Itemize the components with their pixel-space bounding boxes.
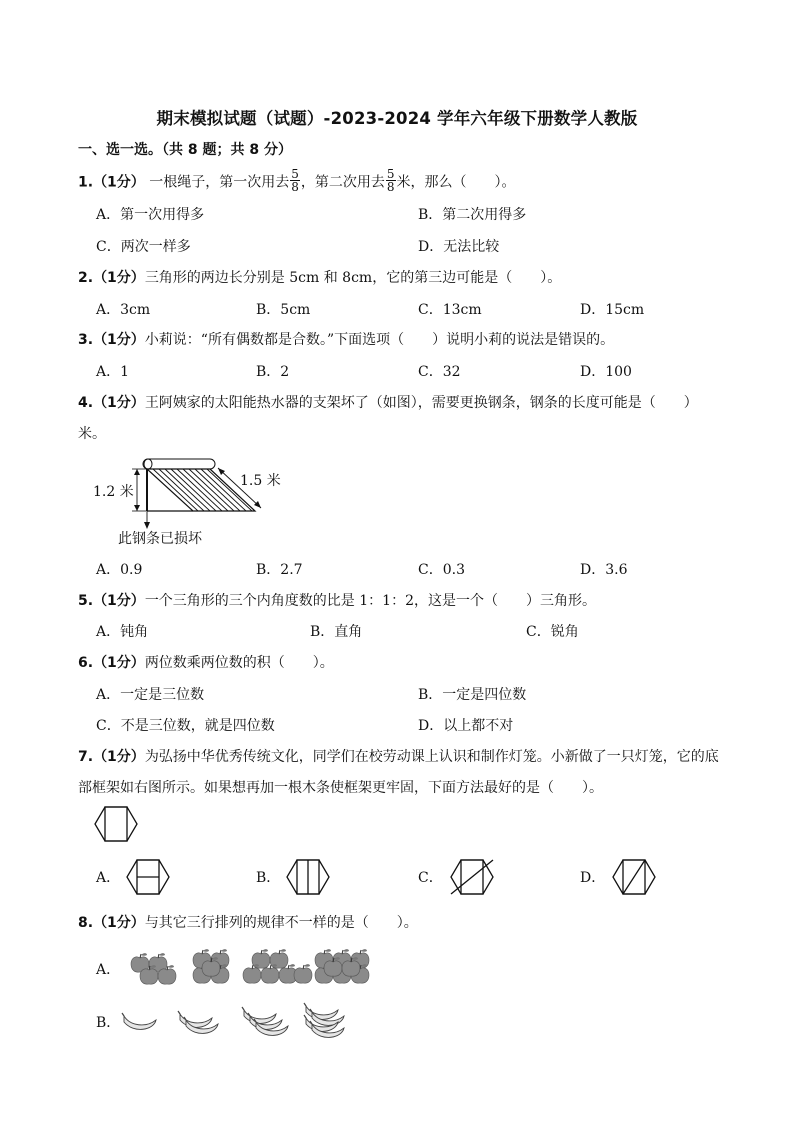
fraction <box>386 168 396 193</box>
question-6 <box>78 653 334 673</box>
hexagon-option-c-figure <box>450 859 494 895</box>
question-score: （1分） <box>93 270 145 286</box>
question-text: 一根绳子，第一次用去 <box>144 174 290 191</box>
option-c[interactable]: C． <box>418 870 443 886</box>
option-c[interactable]: C．锐角 <box>526 624 579 640</box>
hexagon-option-d-figure <box>612 859 656 895</box>
question-7 <box>78 747 719 767</box>
question-text: 王阿姨家的太阳能热水器的支架坏了（如图），需要更换钢条，钢条的长度可能是（ ） <box>144 395 698 411</box>
figure-label-slant: 1.5 米 <box>240 473 281 489</box>
question-5 <box>78 591 596 611</box>
option-b[interactable]: B．2.7 <box>256 562 303 578</box>
option-a[interactable]: A． <box>96 962 121 978</box>
apple-group-3 <box>243 949 312 983</box>
hexagon-option-b-figure <box>286 859 330 895</box>
question-score: （1分） <box>93 174 145 191</box>
hexagon-option-a-figure <box>126 859 170 895</box>
option-a[interactable]: A． <box>96 870 121 886</box>
option-b[interactable]: B．第二次用得多 <box>418 207 527 223</box>
apple-group-4 <box>315 949 369 983</box>
apple-rows-figure <box>128 946 378 986</box>
apple-group-1 <box>131 953 176 984</box>
question-text: 一个三角形的三个内角度数的比是 1：1：2，这是一个（ ）三角形。 <box>144 593 596 609</box>
option-b[interactable]: B．2 <box>256 364 290 380</box>
banana-group-3 <box>242 1007 288 1035</box>
question-score: （1分） <box>93 395 145 411</box>
question-number: 3. <box>78 332 94 348</box>
question-number: 4. <box>78 395 94 411</box>
question-score: （1分） <box>93 332 145 348</box>
option-d[interactable]: D．3.6 <box>580 562 628 578</box>
question-score: （1分） <box>93 655 145 671</box>
banana-group-1 <box>122 1013 156 1029</box>
question-8 <box>78 913 418 933</box>
option-a[interactable]: A．1 <box>96 364 130 380</box>
option-a[interactable]: A．钝角 <box>96 624 149 640</box>
question-2 <box>78 268 561 288</box>
section-heading: 一、选一选。（共 8 题；共 8 分） <box>78 142 292 158</box>
option-c[interactable]: C．不是三位数，就是四位数 <box>96 718 275 734</box>
fraction-numerator: 5 <box>291 167 299 181</box>
option-d[interactable]: D．15cm <box>580 302 645 318</box>
question-text: 小莉说：“所有偶数都是合数。”下面选项（ ）说明小莉的说法是错误的。 <box>144 332 615 348</box>
question-text-continuation: 部框架如右图所示。如果想再加一根木条使框架更牢固，下面方法最好的是（ ）。 <box>78 780 603 796</box>
option-d[interactable]: D．100 <box>580 364 632 380</box>
option-b[interactable]: B．5cm <box>256 302 311 318</box>
figure-label-damaged: 此钢条已损坏 <box>118 531 202 547</box>
question-4 <box>78 393 698 413</box>
fraction-denominator: 8 <box>386 180 395 194</box>
option-b[interactable]: B． <box>96 1015 121 1031</box>
question-3 <box>78 330 614 350</box>
question-text: 与其它三行排列的规律不一样的是（ ）。 <box>144 915 418 931</box>
question-number: 5. <box>78 593 94 609</box>
option-a[interactable]: A．第一次用得多 <box>96 207 205 223</box>
hexagon-frame-figure <box>94 806 138 842</box>
option-a[interactable]: A．3cm <box>96 302 151 318</box>
question-text: 两位数乘两位数的积（ ）。 <box>144 655 334 671</box>
question-1 <box>78 167 516 195</box>
question-text-continuation: 米。 <box>78 426 106 442</box>
option-b[interactable]: B．直角 <box>310 624 363 640</box>
question-text: ，第二次用去 <box>300 174 385 191</box>
option-b[interactable]: B． <box>256 870 281 886</box>
question-text: 米，那么（ ）。 <box>396 174 516 191</box>
question-text: 三角形的两边长分别是 5cm 和 8cm，它的第三边可能是（ ）。 <box>144 270 562 286</box>
question-number: 8. <box>78 915 94 931</box>
option-a[interactable]: A．一定是三位数 <box>96 687 205 703</box>
option-a[interactable]: A．0.9 <box>96 562 143 578</box>
option-d[interactable]: D．无法比较 <box>418 239 500 255</box>
question-text: 为弘扬中华优秀传统文化，同学们在校劳动课上认识和制作灯笼。小新做了一只灯笼，它的底 <box>144 749 719 765</box>
banana-group-4 <box>304 1003 344 1037</box>
question-number: 1. <box>78 174 94 191</box>
option-d[interactable]: D．以上都不对 <box>418 718 514 734</box>
fraction <box>290 168 300 193</box>
option-c[interactable]: C．两次一样多 <box>96 239 191 255</box>
banana-rows-figure <box>122 1002 352 1042</box>
question-number: 6. <box>78 655 94 671</box>
question-number: 2. <box>78 270 94 286</box>
figure-label-height: 1.2 米 <box>93 484 134 500</box>
question-score: （1分） <box>93 593 145 609</box>
option-c[interactable]: C．13cm <box>418 302 482 318</box>
page-title: 期末模拟试题（试题）-2023-2024 学年六年级下册数学人教版 <box>156 109 638 128</box>
option-c[interactable]: C．0.3 <box>418 562 465 578</box>
fraction-denominator: 8 <box>291 180 299 194</box>
option-d[interactable]: D． <box>580 870 606 886</box>
question-score: （1分） <box>93 915 145 931</box>
option-c[interactable]: C．32 <box>418 364 461 380</box>
question-number: 7. <box>78 749 94 765</box>
banana-group-2 <box>178 1011 218 1033</box>
apple-group-2 <box>193 949 229 983</box>
option-b[interactable]: B．一定是四位数 <box>418 687 527 703</box>
question-score: （1分） <box>93 749 145 765</box>
fraction-numerator: 5 <box>386 167 395 181</box>
